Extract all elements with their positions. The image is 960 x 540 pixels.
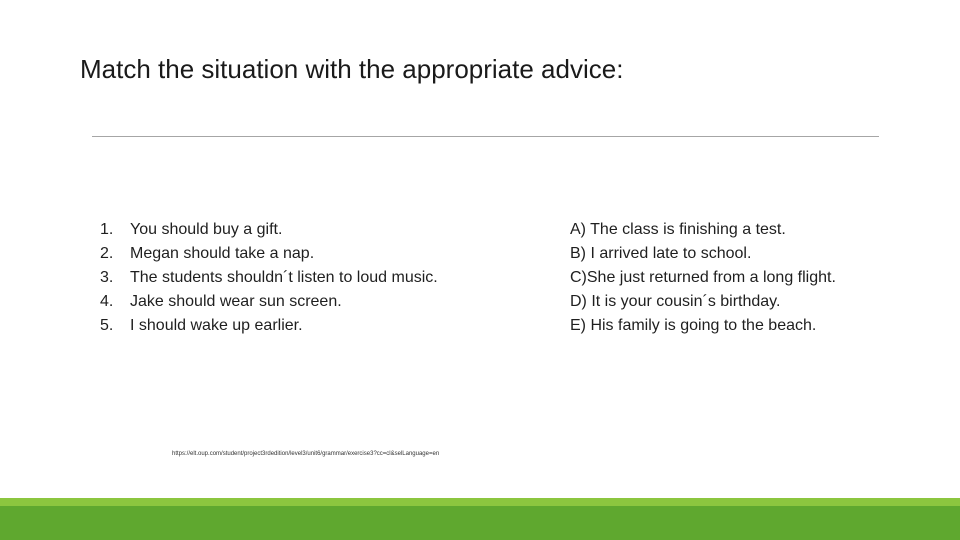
situation-text: I should wake up earlier.	[130, 317, 303, 334]
situations-list	[100, 218, 438, 338]
situation-text: Jake should wear sun screen.	[130, 293, 342, 310]
situation-item	[100, 218, 438, 242]
advice-item: C)She just returned from a long flight.	[570, 269, 836, 286]
source-url: https://elt.oup.com/student/project3rdedition/level3/unit6/grammar/exercise3?cc=cl&selLanguage=en	[172, 451, 440, 457]
advice-list	[570, 218, 836, 338]
advice-item: B) I arrived late to school.	[570, 245, 752, 262]
bottom-band-dark	[0, 506, 960, 540]
situation-text: The students shouldn´t listen to loud music.	[130, 269, 438, 286]
situation-item	[100, 242, 438, 266]
situation-number: 4.	[100, 293, 114, 310]
situation-number: 3.	[100, 269, 114, 286]
situation-number: 5.	[100, 317, 114, 334]
bottom-band	[0, 498, 960, 540]
bottom-band-light	[0, 498, 960, 506]
advice-item: A) The class is finishing a test.	[570, 221, 786, 238]
situation-item	[100, 290, 438, 314]
title-divider	[92, 136, 879, 137]
situation-text: Megan should take a nap.	[130, 245, 315, 262]
advice-item: E) His family is going to the beach.	[570, 317, 817, 334]
advice-item: D) It is your cousin´s birthday.	[570, 293, 781, 310]
situation-item	[100, 314, 438, 338]
slide-title: Match the situation with the appropriate advice:	[80, 54, 624, 84]
situation-text: You should buy a gift.	[130, 221, 283, 238]
situation-number: 2.	[100, 245, 114, 262]
situation-item	[100, 266, 438, 290]
situation-number: 1.	[100, 221, 114, 238]
